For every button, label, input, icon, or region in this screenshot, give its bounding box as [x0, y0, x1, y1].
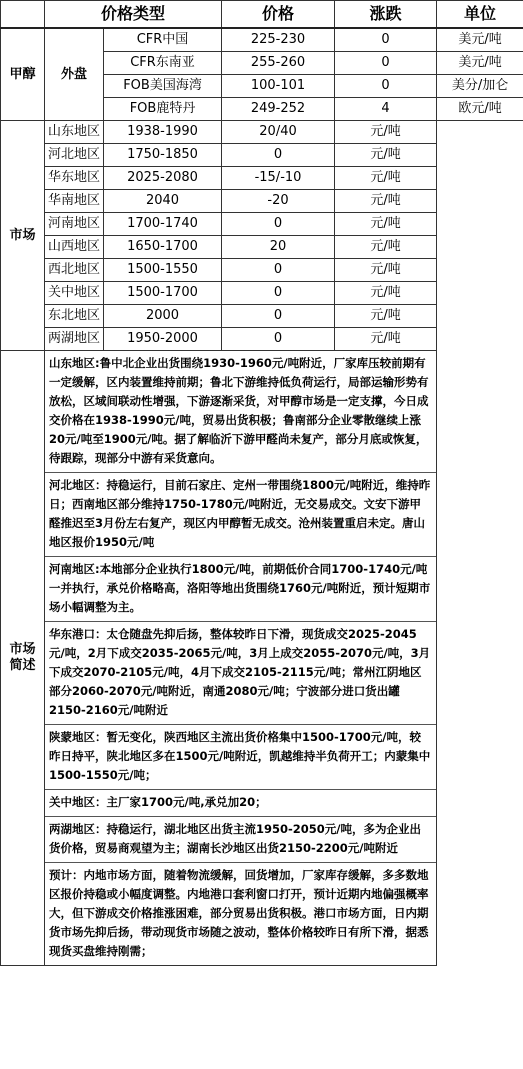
item-unit: 元/吨	[335, 305, 437, 328]
item-unit: 元/吨	[335, 144, 437, 167]
market-label: 市场	[1, 121, 45, 351]
item-change: 0	[222, 259, 335, 282]
item-price: 100-101	[222, 75, 335, 98]
item-unit: 美元/吨	[437, 28, 523, 52]
header-price: 价格	[222, 1, 335, 29]
market-row	[1, 282, 523, 305]
market-row	[1, 190, 523, 213]
item-unit: 欧元/吨	[437, 98, 523, 121]
market-section	[1, 121, 523, 351]
market-row	[1, 236, 523, 259]
item-unit: 元/吨	[335, 121, 437, 144]
item-name: 东北地区	[45, 305, 104, 328]
item-unit: 元/吨	[335, 328, 437, 351]
header-blank-cell	[1, 1, 45, 29]
summary-label-text: 市场简述	[9, 642, 36, 673]
item-change: 4	[335, 98, 437, 121]
item-price: 2000	[104, 305, 222, 328]
item-name: CFR中国	[104, 28, 222, 52]
item-name: 关中地区	[45, 282, 104, 305]
item-unit: 美分/加仑	[437, 75, 523, 98]
summary-notes	[45, 351, 437, 966]
summary-note: 华东港口：太仓随盘先抑后扬，整体较昨日下滑，现货成交2025-2045元/吨，2月下成交2035-2065元/吨，3月上成交2055-2070元/吨，3月下成交2070-2105元/吨，4月下成交2105-2115元/吨；常州江阴地区部分2060-2070元/吨附近，南通2080元/吨；宁波部分进口货出罐2150-2160元/吨附近	[45, 622, 436, 725]
summary-label	[1, 351, 45, 966]
header-row	[1, 1, 523, 29]
summary-note: 两湖地区：持稳运行，湖北地区出货主流1950-2050元/吨，多为企业出货价格，贸易商观望为主；湖南长沙地区出货2150-2200元/吨附近	[45, 817, 436, 863]
header-unit: 单位	[437, 1, 523, 29]
item-name: 西北地区	[45, 259, 104, 282]
market-row	[1, 213, 523, 236]
item-price: 1650-1700	[104, 236, 222, 259]
summary-note: 山东地区:鲁中北企业出货围绕1930-1960元/吨附近，厂家库压较前期有一定缓解，区内装置维持前期；鲁北下游维持低负荷运行，局部运输形势有放松，区域间联动性增强，下游逐渐采货，对甲醇市场是一定支撑，今日成交价格在1938-1990元/吨，贸易出货积极；鲁南部分企业零散继续上涨20元/吨至1900元/吨。据了解临沂下游甲醛尚未复产，部分月底或恢复，待跟踪，现部分中游有采货意向。	[45, 351, 436, 473]
summary-note: 预计：内地市场方面，随着物流缓解，回货增加，厂家库存缓解，多多数地区报价持稳或小幅度调整。内地港口套利窗口打开，预计近期内地偏强概率大，但下游成交价格推涨困难，部分贸易出货积极。港口市场方面，日内期货市场先抑后扬，带动现货市场随之波动，整体价格较昨日有所下滑，据悉现货买盘维持刚需；	[49, 868, 429, 958]
item-name: 两湖地区	[45, 328, 104, 351]
external-label: 外盘	[45, 28, 104, 121]
item-price: 1500-1700	[104, 282, 222, 305]
item-change: 0	[335, 52, 437, 75]
item-price: 225-230	[222, 28, 335, 52]
summary-row	[1, 351, 523, 966]
item-price: 2040	[104, 190, 222, 213]
item-name: 华南地区	[45, 190, 104, 213]
item-unit: 元/吨	[335, 259, 437, 282]
item-change: 20	[222, 236, 335, 259]
item-change: 0	[335, 75, 437, 98]
item-price: 1500-1550	[104, 259, 222, 282]
item-change: 0	[335, 28, 437, 52]
market-row	[1, 144, 523, 167]
summary-note: 陕蒙地区：暂无变化，陕西地区主流出货价格集中1500-1700元/吨，较昨日持平，陕北地区多在1500元/吨附近，凯越维持半负荷开工；内蒙集中1500-1550元/吨；	[45, 725, 436, 790]
item-change: -20	[222, 190, 335, 213]
item-price: 1700-1740	[104, 213, 222, 236]
item-name: 河北地区	[45, 144, 104, 167]
market-row	[1, 167, 523, 190]
item-name: 河南地区	[45, 213, 104, 236]
item-change: 20/40	[222, 121, 335, 144]
summary-section	[1, 351, 523, 966]
item-unit: 元/吨	[335, 282, 437, 305]
market-row	[1, 305, 523, 328]
header-change: 涨跌	[335, 1, 437, 29]
item-name: CFR东南亚	[104, 52, 222, 75]
external-row	[1, 28, 523, 52]
item-change: 0	[222, 282, 335, 305]
item-price: 1938-1990	[104, 121, 222, 144]
market-row	[1, 328, 523, 351]
item-unit: 元/吨	[335, 213, 437, 236]
summary-note: 河北地区：持稳运行，目前石家庄、定州一带围绕1800元/吨附近，维持昨日；西南地区部分维持1750-1780元/吨附近，无交易成交。文安下游甲醛推迟至3月份左右复产，现区内甲醇暂无成交。沧州装置重启未定。唐山地区报价1950元/吨	[45, 473, 436, 557]
item-name: FOB鹿特丹	[104, 98, 222, 121]
item-change: 0	[222, 144, 335, 167]
item-price: 1750-1850	[104, 144, 222, 167]
item-unit: 元/吨	[335, 236, 437, 259]
item-price: 1950-2000	[104, 328, 222, 351]
item-unit: 美元/吨	[437, 52, 523, 75]
item-change: 0	[222, 328, 335, 351]
summary-note: 关中地区：主厂家1700元/吨,承兑加20；	[45, 790, 436, 817]
item-change: 0	[222, 213, 335, 236]
item-change: -15/-10	[222, 167, 335, 190]
item-change: 0	[222, 305, 335, 328]
item-price: 255-260	[222, 52, 335, 75]
item-unit: 元/吨	[335, 167, 437, 190]
item-name: 山东地区	[45, 121, 104, 144]
item-price: 2025-2080	[104, 167, 222, 190]
item-name: FOB美国海湾	[104, 75, 222, 98]
item-price: 249-252	[222, 98, 335, 121]
external-section	[1, 28, 523, 121]
summary-note: 河南地区:本地部分企业执行1800元/吨，前期低价合同1700-1740元/吨一并执行，承兑价格略高，洛阳等地出货围绕1760元/吨附近，预计短期市场小幅调整为主。	[45, 557, 436, 622]
item-name: 华东地区	[45, 167, 104, 190]
item-name: 山西地区	[45, 236, 104, 259]
market-row	[1, 259, 523, 282]
header-type: 价格类型	[45, 1, 222, 29]
market-row	[1, 121, 523, 144]
item-unit: 元/吨	[335, 190, 437, 213]
product-name: 甲醇	[1, 28, 45, 121]
